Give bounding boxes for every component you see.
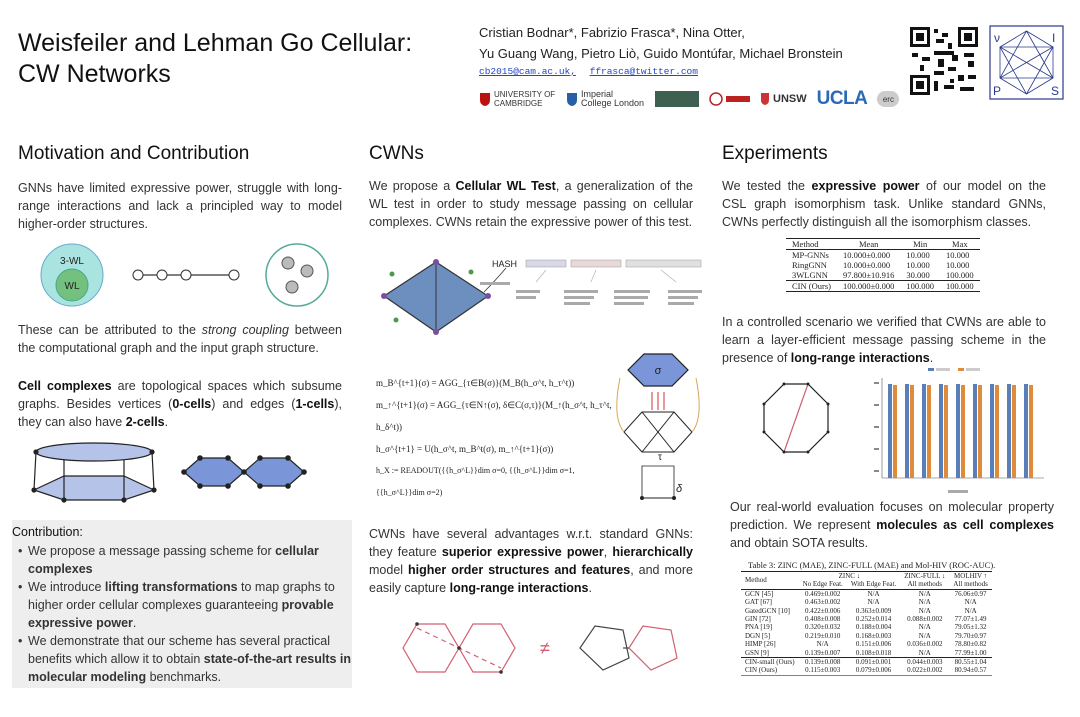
contribution-bullet-1: • We propose a message passing scheme for cellular complexes	[28, 542, 352, 578]
message-passing-equations	[376, 372, 612, 504]
svg-text:ν: ν	[994, 31, 1000, 45]
middle-hexagon-wireframe	[624, 412, 692, 452]
t1-header-mean: Mean	[858, 239, 879, 249]
equation-readout: h_X := READOUT({{h_σ^L}}dim σ=0, {{h_σ^L}}dim σ=1, {{h_σ^L}}dim σ=2)	[376, 466, 575, 497]
erc-logo: erc	[877, 91, 899, 107]
hash-label: HASH	[492, 259, 518, 269]
imperial-logo: Imperial College London	[566, 90, 645, 108]
poster-title	[18, 28, 412, 90]
institution-logos	[479, 88, 899, 110]
cambridge-logo: UNIVERSITY OF CAMBRIDGE	[479, 90, 556, 108]
unsw-shield-icon	[760, 92, 770, 106]
cell-complex-paragraph: Cell complexes are topological spaces which subsume graphs. Besides vertices (0-cells) and edges (1-cells), they can also have 2-cells.	[18, 379, 343, 429]
motivation-paragraph: GNNs have limited expressive power, struggle with long-range interactions and lack a principled way to model higher-order structures.	[18, 181, 342, 231]
bar-blue	[956, 384, 960, 478]
long-range-paragraph: In a controlled scenario we verified that CWNs are able to learn a layer-efficient message passing scheme in the presence of long-range interactions.	[722, 315, 1046, 365]
t1-header-min: Min	[913, 239, 928, 249]
bottom-edge	[640, 466, 676, 500]
bar-orange	[995, 385, 999, 478]
bar-orange	[1012, 385, 1016, 478]
cell-hierarchy-diagram	[612, 348, 702, 508]
t2-header-molhiv: MOLHIV ↑	[954, 572, 988, 580]
ucla-logo: UCLA	[816, 88, 868, 109]
molecular-paragraph: Our real-world evaluation focuses on molecular property prediction. We represent molecules as cell complexes and obtain SOTA results.	[730, 500, 1054, 550]
bar-blue	[905, 384, 909, 478]
csl-paragraph: We tested the expressive power of our model on the CSL graph isomorphism task. Unlike standard GNNs, CWNs perfectly distinguish all the isomorphism classes.	[722, 179, 1046, 229]
svg-text:I: I	[1052, 31, 1056, 45]
t2-header-zincfull: ZINC-FULL ↓	[904, 572, 946, 580]
title-line-2: CW Networks	[18, 60, 171, 88]
not-equal-sign: ≠	[540, 638, 550, 658]
bar-blue	[1007, 384, 1011, 478]
building-logo	[655, 91, 699, 107]
title-line-1: Weisfeiler and Lehman Go Cellular:	[18, 29, 413, 57]
table-row: GAT [67] 0.463±0.002 N/A N/A N/A	[745, 598, 977, 607]
wl-label: WL	[64, 281, 80, 292]
long-range-bar-chart	[868, 368, 1048, 498]
chart-legend	[928, 368, 980, 371]
hash-color-sequence	[526, 260, 701, 282]
t2-header-zinc: ZINC ↓	[838, 572, 861, 580]
email-link-1[interactable]: cb2015@cam.ac.uk,	[479, 66, 576, 77]
advantages-paragraph: CWNs have several advantages w.r.t. standard GNNs: they feature superior expressive power, hierarchically model higher order structures and features, and more easily capture long-range interactions.	[369, 527, 693, 595]
motivation-heading: Motivation and Contribution	[18, 143, 250, 164]
svg-text:S: S	[1051, 84, 1060, 98]
cwns-heading: CWNs	[369, 143, 424, 164]
bar-series	[888, 384, 1033, 478]
bar-orange	[961, 385, 965, 478]
experiments-heading: Experiments	[722, 143, 828, 164]
bar-orange	[927, 385, 931, 478]
table-row: GSN [9] 0.139±0.007 0.108±0.018 N/A 77.99±1.00	[741, 649, 992, 658]
diamond-complex	[381, 259, 506, 335]
bicyclopentyl-graph	[580, 626, 677, 670]
table-row: HIMP [26] N/A 0.151±0.006 0.036±0.002 78.80±0.82	[745, 640, 987, 649]
table-row: GatedGCN [10] 0.422±0.006 0.363±0.009 N/A N/A	[745, 606, 977, 615]
molecular-results-table: Method ZINC ↓ ZINC-FULL ↓ MOLHIV ↑ No Edge Feat. With Edge Feat. All methods All methods GCN [45] 0.469±0.002 N/A N/A 76.06±0.97 GAT [67] 0.463±0.002 N/A N/A N/A GatedGCN [10] 0.422±0.006 0.363±0.009 N/A N/A GIN [72] 0.408±0.008 0.252±0.014 0.088±0.002 77.07±1.49 PNA [19] 0.320±0.032 0.188±0.004 N/A 79.05±1.32 DGN [5] 0.219±0.010 0.168±0.003 N/A 79.70±0.97 HIMP [26] N/A 0.151±0.006 0.036±0.002 78.80±0.82 GSN [9] 0.139±0.007 0.108±0.018 N/A 77.99±1.00 CIN-small (Ours) 0.139±0.008 0.091±0.001 0.044±0.003 80.55±1.04 CIN (Ours) 0.115±0.003 0.079±0.006 0.022±0.002 80.94±0.57	[741, 571, 992, 676]
table-row-ours: CIN (Ours) 0.115±0.003 0.079±0.006 0.022±0.002 80.94±0.57	[741, 666, 992, 675]
t1-header-max: Max	[952, 239, 968, 249]
hash-annotations	[480, 282, 702, 305]
ipps-logo-icon	[989, 25, 1064, 100]
bar-blue	[888, 384, 892, 478]
bar-blue	[973, 384, 977, 478]
contribution-title: Contribution:	[12, 525, 83, 539]
hexagonal-prism	[32, 443, 156, 502]
bar-orange	[978, 385, 982, 478]
x-axis-label-bar	[948, 490, 968, 493]
table-row: RingGNN 10.000±0.000 10.000 10.000	[792, 260, 970, 270]
bar-orange	[910, 385, 914, 478]
contact-emails	[479, 66, 706, 77]
t1-header-method: Method	[792, 239, 819, 249]
table-row: DGN [5] 0.219±0.010 0.168±0.003 N/A 79.70±0.97	[745, 631, 987, 640]
table-row: 3WLGNN 97.800±10.916 30.000 100.000	[792, 270, 974, 280]
delta-label: δ	[676, 483, 683, 495]
sjtu-logo	[709, 92, 750, 106]
cwl-hash-diagram	[376, 252, 706, 344]
three-wl-label: 3-WL	[60, 256, 84, 267]
table-row-ours: CIN (Ours) 100.000±0.000 100.000 100.000	[786, 281, 980, 292]
molecule-comparison-illustration	[395, 608, 695, 688]
expressivity-illustration	[34, 242, 334, 310]
cambridge-crest-icon	[479, 92, 491, 106]
email-link-2[interactable]: ffrasca@twitter.com	[589, 66, 698, 77]
imperial-shield-icon	[566, 92, 578, 106]
table-row: GIN [72] 0.408±0.008 0.252±0.014 0.088±0.002 77.07±1.49	[745, 615, 987, 624]
author-list	[479, 22, 843, 64]
csl-results-table	[786, 238, 980, 292]
cell-complex-illustration	[24, 438, 334, 508]
table-row-ours: CIN-small (Ours) 0.139±0.008 0.091±0.001 0.044±0.003 80.55±1.04	[741, 658, 992, 667]
path-graph	[133, 270, 239, 280]
authors-line-2: Yu Guang Wang, Pietro Liò, Guido Montúfar, Michael Bronstein	[479, 46, 843, 61]
y-ticks	[874, 382, 879, 472]
t2-header-method: Method	[745, 576, 767, 585]
equation-boundary-message: m_B^{t+1}(σ) = AGG_{τ∈B(σ)}(M_B(h_σ^t, h_τ^t))	[376, 378, 575, 388]
bar-blue	[939, 384, 943, 478]
bar-blue	[990, 384, 994, 478]
cwl-test-paragraph: We propose a Cellular WL Test, a generalization of the WL test in order to study message passing on cellular complexes. CWNs retain the expressive power of this test.	[369, 179, 693, 229]
bar-orange	[1029, 385, 1033, 478]
equation-upper-message: m_↑^{t+1}(σ) = AGG_{τ∈N↑(σ), δ∈C(σ,τ)}(M_↑(h_σ^t, h_τ^t, h_δ^t))	[376, 400, 612, 432]
bar-orange	[944, 385, 948, 478]
table-row: MP-GNNs 10.000±0.000 10.000 10.000	[792, 250, 970, 260]
upward-arrows	[652, 392, 664, 410]
table-row: GCN [45] 0.469±0.002 N/A N/A 76.06±0.97	[745, 589, 987, 598]
unsw-logo: UNSW	[760, 92, 807, 106]
contribution-bullet-3: • We demonstrate that our scheme has several practical benefits which allow it to obtain state-of-the-art results in molecular modeling benchmarks.	[28, 632, 352, 686]
tau-label: τ	[658, 452, 662, 463]
bar-blue	[922, 384, 926, 478]
bar-blue	[1024, 384, 1028, 478]
table-row: PNA [19] 0.320±0.032 0.188±0.004 N/A 79.05±1.32	[745, 623, 987, 632]
bar-orange	[893, 385, 897, 478]
authors-line-1: Cristian Bodnar*, Fabrizio Frasca*, Nina Otter,	[479, 25, 745, 40]
sjtu-seal-icon	[709, 92, 723, 106]
octagon-graph	[756, 378, 836, 458]
contribution-bullet-2: • We introduce lifting transformations to map graphs to higher order cellular complexes guaranteeing provable expressive power.	[28, 578, 352, 632]
sigma-label: σ	[654, 365, 662, 377]
node-set-graph	[266, 244, 328, 306]
table-caption: Table 3: ZINC (MAE), ZINC-FULL (MAE) and Mol-HIV (ROC-AUC).	[748, 560, 996, 570]
qr-code-icon[interactable]	[908, 25, 980, 97]
equation-update: h_σ^{t+1} = U(h_σ^t, m_B^t(σ), m_↑^{t+1}(σ))	[376, 444, 554, 454]
two-cell-molecule	[182, 456, 306, 488]
svg-text:P: P	[993, 84, 1002, 98]
coupling-paragraph: These can be attributed to the strong coupling between the computational graph and the input graph structure.	[18, 323, 343, 355]
